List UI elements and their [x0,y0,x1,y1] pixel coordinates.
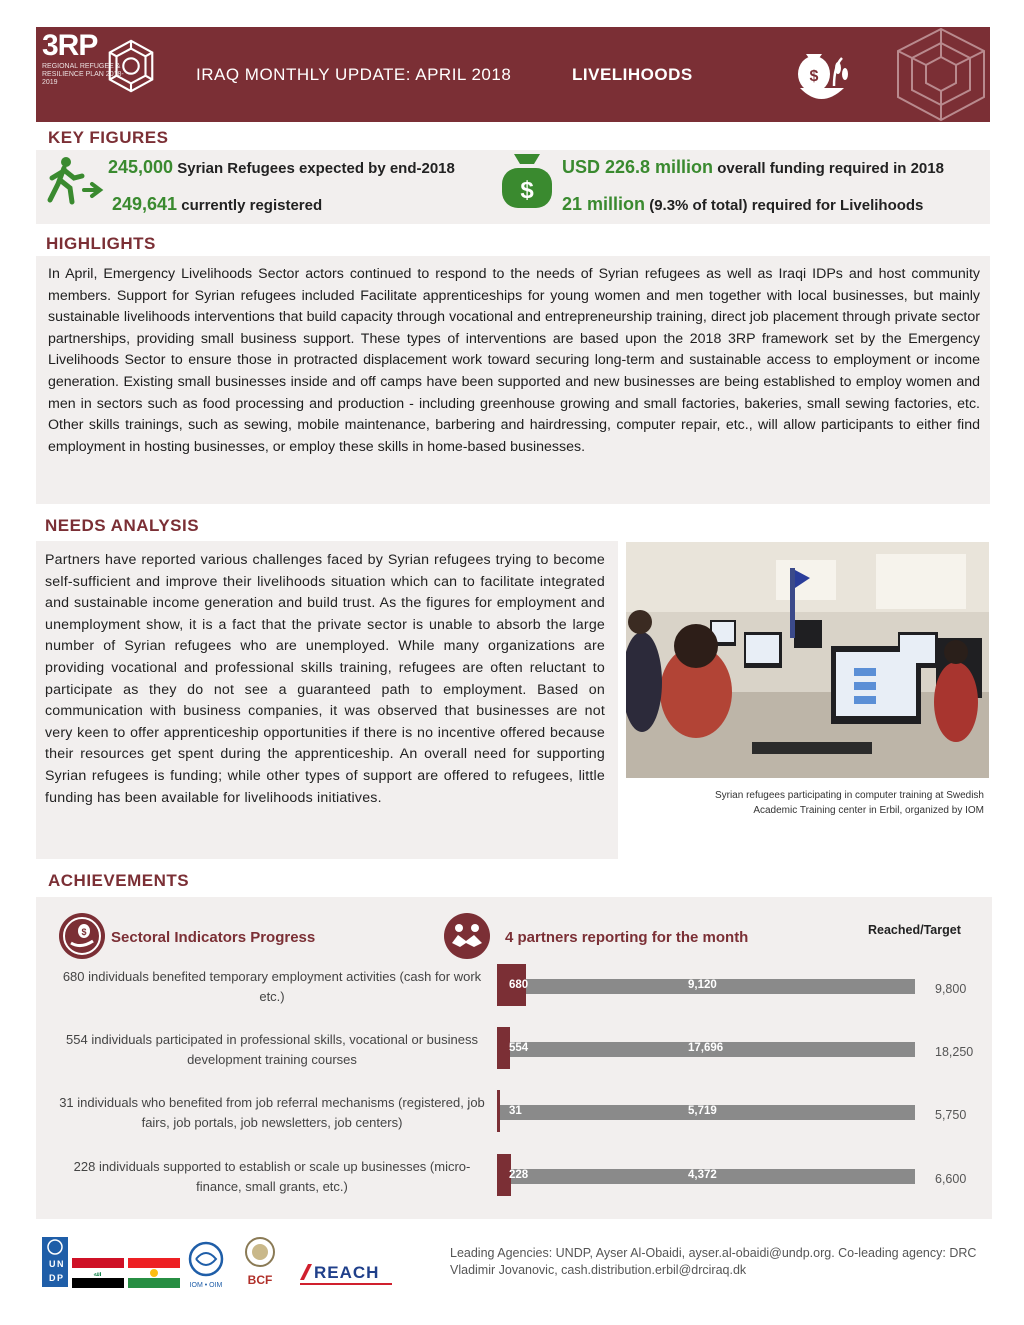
achievements-heading: ACHIEVEMENTS [48,871,190,890]
svg-text:N: N [57,1259,64,1269]
indicator-target-value: 9,800 [935,982,967,996]
person-walking-arrow-icon [44,156,106,206]
partners-handshake-icon [444,913,490,959]
livelihoods-funding-number: 21 million [562,194,646,214]
livelihoods-funding-label: (9.3% of total) required for Livelihoods [649,197,924,214]
reach-logo [298,1258,396,1288]
funding-number: USD 226.8 million [562,157,714,177]
funding-figure [562,157,944,178]
footer-leading-agencies: Leading Agencies: UNDP, Ayser Al-Obaidi, ayser.al-obaidi@undp.org. Co-leading agency: DRC [450,1246,977,1260]
livelihoods-funding-figure [562,194,923,215]
iraq-flag-icon [72,1258,124,1288]
svg-text:D: D [49,1273,56,1283]
needs-analysis-panel [36,541,618,859]
money-bag-icon [498,150,556,212]
header-banner [36,27,990,122]
svg-text:BCF: BCF [247,1273,273,1287]
svg-text:ا ﷲ: ا ﷲ [93,1272,103,1278]
indicator-label: 680 individuals benefited temporary employment activities (cash for work etc.) [62,969,482,1004]
iom-logo [184,1241,228,1289]
needs-analysis-text: Partners have reported various challenges faced by Syrian refugees trying to become self-sufficient and improve their livelihoods situation which can to facilitate integrated and sustainable income generation and build trust. As the figures for employment and unemployment show, it is a fact that the private sector is unable to absorb the large number of Syrian refugees who are unemployed. While many organizations are providing vocational and professional skills training, refugees are often reluctant to participate as they do not see a guaranteed path to employment. Based on communication with business companies, it was observed that businesses are not very keen to offer apprenticeship opportunities if there is no incentive offered because their resources get spent during the apprenticeship. An overall need for supporting Syrian refugees is funding; while other types of support are offered to refugees, little funding has been available for livelihoods initiatives. [45,552,605,806]
logo-text: 3RP [42,29,98,62]
indicator-target-value: 6,600 [935,1172,967,1186]
indicator-target-value: 18,250 [935,1045,974,1059]
3rp-emblem-icon [102,37,160,95]
photo-caption: Syrian refugees participating in computer training at Swedish Academic Training center in Erbil, organized by IOM [714,790,984,816]
refugees-expected-label: Syrian Refugees expected by end-2018 [177,160,455,177]
sector-title: LIVELIHOODS [572,65,693,84]
indicator-reached-value: 31 [509,1105,522,1117]
indicator-label: 31 individuals who benefited from job referral mechanisms (registered, job fairs, job portals, job newsletters, job centers) [59,1095,485,1130]
indicator-remaining-value: 17,696 [688,1042,724,1054]
logo-subtitle: REGIONAL REFUGEE & RESILIENCE PLAN 2018-2019 [42,63,124,86]
undp-logo [42,1237,68,1287]
svg-text:REACH: REACH [314,1263,380,1282]
svg-text:IOM • OIM: IOM • OIM [189,1282,223,1289]
footer-contacts [450,1245,1010,1279]
svg-text:$: $ [809,68,819,85]
refugees-expected-number: 245,000 [108,157,174,177]
registered-label: currently registered [181,197,323,214]
highlights-text: In April, Emergency Livelihoods Sector actors continued to respond to the needs of Syrian refugees as well as Iraqi IDPs and host community members. Support for Syrian refugees included Facilitate apprenticeships for young women and men together with local businesses, but mainly sustainable livelihoods interventions that build capacity through vocational and entrepreneurship training, direct job placement through private sector partnerships, providing small business support. These types of interventions are based upon the 2018 3RP framework set by the Emergency Livelihoods Sector to ensure those in protracted displacement work toward securing long-term and sustainable access to employment or income generation. Existing small businesses inside and off camps have been supported and new businesses are being established to employ women and men in sectors such as food processing and production - including greenhouse growing and small factories, bakeries, small sewing factories, etc. Other skills trainings, such as sewing, mobile maintenance, barbering and hairdressing, computer repair, etc., will allow participants to either find employment in hosting businesses, or employ these skills in home-based businesses. [48,266,980,455]
indicators-hand-coin-icon [59,913,105,959]
registered-figure [112,194,322,215]
page-title: IRAQ MONTHLY UPDATE: APRIL 2018 [196,65,512,84]
computer-training-photo [626,542,989,778]
key-figures-heading: KEY FIGURES [48,128,169,147]
indicator-remaining-value: 9,120 [688,979,717,991]
decorative-pattern-icon [892,27,990,122]
indicator-reached-value: 554 [509,1042,529,1054]
svg-text:P: P [57,1273,64,1283]
needs-analysis-heading: NEEDS ANALYSIS [45,516,200,535]
reached-target-label: Reached/Target [868,923,961,937]
indicators-progress-title: Sectoral Indicators Progress [111,929,316,946]
livelihoods-money-bag-icon [790,42,852,110]
indicator-label: 228 individuals supported to establish or scale up businesses (micro-finance, small grants, etc.) [73,1159,471,1194]
bcf-logo [240,1236,280,1290]
footer-contact-line: Vladimir Jovanovic, cash.distribution.erbil@drciraq.dk [450,1263,747,1277]
indicator-reached-value: 680 [509,979,529,991]
indicator-label: 554 individuals participated in professional skills, vocational or business development training courses [66,1032,478,1067]
highlights-heading: HIGHLIGHTS [46,234,156,253]
indicator-remaining-value: 5,719 [688,1105,717,1117]
registered-number: 249,641 [112,194,178,214]
refugees-expected-figure [108,157,455,178]
svg-text:U: U [49,1259,56,1269]
funding-label: overall funding required in 2018 [717,160,944,177]
indicator-bar-reached [497,1090,500,1132]
svg-text:$: $ [81,927,87,937]
partners-reporting-title: 4 partners reporting for the month [505,929,749,946]
indicator-reached-value: 228 [509,1169,529,1181]
kurdistan-flag-icon [128,1258,180,1288]
svg-text:$: $ [520,177,534,204]
indicator-target-value: 5,750 [935,1108,967,1122]
highlights-panel [36,256,990,504]
indicator-bar-reached [497,1027,510,1069]
indicator-remaining-value: 4,372 [688,1169,717,1181]
